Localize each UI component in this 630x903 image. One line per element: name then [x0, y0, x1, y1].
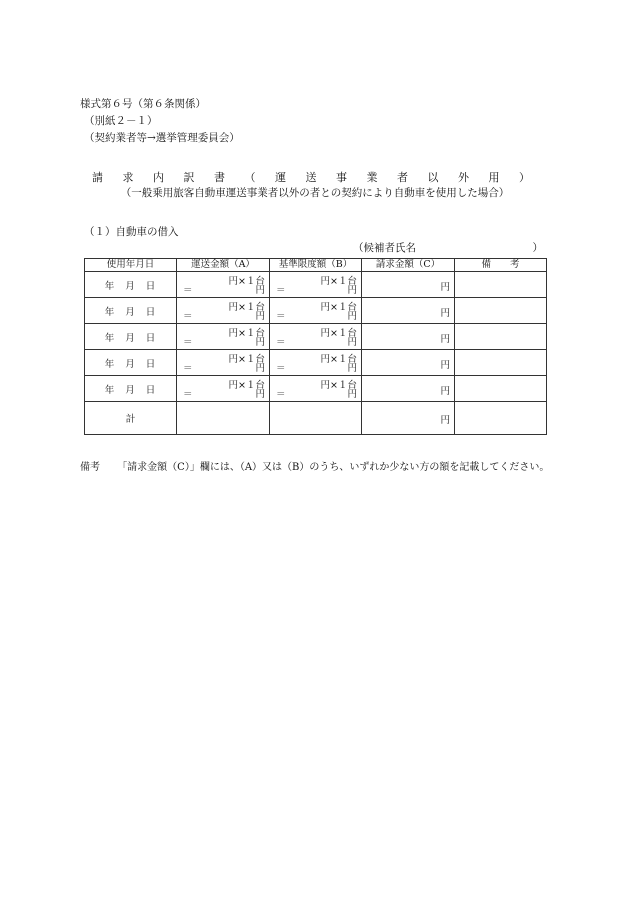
equals-sign: ＝	[276, 285, 286, 296]
transport-amount-cell[interactable]	[177, 350, 270, 376]
rate-text: 円×１台	[228, 328, 265, 339]
limit-amount-cell[interactable]	[270, 376, 362, 402]
remarks-cell[interactable]	[455, 272, 547, 298]
equals-sign: ＝	[183, 389, 193, 400]
limit-amount-cell[interactable]	[270, 324, 362, 350]
total-transport-cell	[177, 402, 270, 435]
year-label: 年	[104, 358, 116, 370]
equals-sign: ＝	[183, 363, 193, 374]
yen-unit: 円	[255, 285, 265, 296]
rate-text: 円×１台	[320, 354, 357, 365]
route-label: （契約業者等→選挙管理委員会）	[84, 132, 240, 144]
remarks-cell[interactable]	[455, 298, 547, 324]
usage-date-cell[interactable]	[85, 298, 177, 324]
rate-text: 円×１台	[228, 276, 265, 287]
year-label: 年	[104, 384, 116, 396]
claim-amount-cell[interactable]	[362, 272, 455, 298]
table-row	[85, 376, 547, 402]
table-header-row	[85, 259, 547, 272]
candidate-name-field[interactable]	[353, 241, 545, 255]
form-number: 様式第６号（第６条関係）	[80, 98, 206, 110]
rate-text: 円×１台	[228, 380, 265, 391]
total-remarks-cell[interactable]	[455, 402, 547, 435]
yen-unit: 円	[347, 389, 357, 400]
yen-unit: 円	[440, 308, 450, 319]
usage-date-cell[interactable]	[85, 324, 177, 350]
limit-amount-cell[interactable]	[270, 272, 362, 298]
rate-text: 円×１台	[228, 302, 265, 313]
yen-unit: 円	[255, 311, 265, 322]
yen-unit: 円	[440, 415, 450, 426]
transport-amount-cell[interactable]	[177, 376, 270, 402]
footnote-label: 備考	[80, 462, 100, 473]
day-label: 日	[145, 384, 157, 396]
month-label: 月	[125, 280, 136, 292]
table-row	[85, 298, 547, 324]
month-label: 月	[125, 332, 136, 344]
yen-unit: 円	[440, 282, 450, 293]
table-row	[85, 350, 547, 376]
rate-text: 円×１台	[320, 302, 357, 313]
breakdown-table	[84, 258, 547, 435]
remarks-cell[interactable]	[455, 324, 547, 350]
header-transport-amount: 運送金額（A）	[177, 259, 270, 272]
month-label: 月	[125, 384, 136, 396]
footnote	[80, 461, 549, 475]
transport-amount-cell[interactable]	[177, 298, 270, 324]
day-label: 日	[145, 332, 157, 344]
day-label: 日	[145, 280, 157, 292]
remarks-cell[interactable]	[455, 376, 547, 402]
year-label: 年	[104, 306, 116, 318]
footnote-text: 「請求金額（C）」欄には、（A）又は（B）のうち、いずれか少ない方の額を記載してください。	[117, 462, 550, 473]
total-limit-cell	[270, 402, 362, 435]
limit-amount-cell[interactable]	[270, 350, 362, 376]
day-label: 日	[145, 358, 157, 370]
table-row	[85, 324, 547, 350]
total-row	[85, 402, 547, 435]
rate-text: 円×１台	[320, 380, 357, 391]
claim-amount-cell[interactable]	[362, 376, 455, 402]
yen-unit: 円	[347, 363, 357, 374]
month-label: 月	[125, 358, 136, 370]
header-limit-amount: 基準限度額（B）	[270, 259, 362, 272]
equals-sign: ＝	[183, 285, 193, 296]
yen-unit: 円	[440, 360, 450, 371]
equals-sign: ＝	[276, 363, 286, 374]
equals-sign: ＝	[183, 311, 193, 322]
equals-sign: ＝	[276, 311, 286, 322]
yen-unit: 円	[255, 337, 265, 348]
claim-amount-cell[interactable]	[362, 298, 455, 324]
yen-unit: 円	[255, 389, 265, 400]
claim-amount-cell[interactable]	[362, 350, 455, 376]
header-remarks: 備 考	[455, 259, 547, 272]
equals-sign: ＝	[276, 389, 286, 400]
section-heading: （１）自動車の借入	[84, 226, 179, 238]
transport-amount-cell[interactable]	[177, 272, 270, 298]
attachment-label: （別紙２－１）	[84, 115, 158, 127]
yen-unit: 円	[347, 337, 357, 348]
document-title: 請 求 内 訳 書 （ 運 送 事 業 者 以 外 用 ）	[92, 171, 538, 184]
table-row	[85, 272, 547, 298]
header-usage-date: 使用年月日	[85, 259, 177, 272]
year-label: 年	[104, 332, 116, 344]
total-label: 計	[85, 402, 177, 435]
rate-text: 円×１台	[228, 354, 265, 365]
yen-unit: 円	[347, 311, 357, 322]
header-claim-amount: 請求金額（C）	[362, 259, 455, 272]
transport-amount-cell[interactable]	[177, 324, 270, 350]
month-label: 月	[125, 306, 136, 318]
equals-sign: ＝	[183, 337, 193, 348]
document-subtitle: （一般乗用旅客自動車運送事業者以外の者との契約により自動車を使用した場合）	[120, 187, 510, 199]
yen-unit: 円	[440, 334, 450, 345]
candidate-name-close: ）	[532, 242, 543, 254]
limit-amount-cell[interactable]	[270, 298, 362, 324]
yen-unit: 円	[347, 285, 357, 296]
usage-date-cell[interactable]	[85, 350, 177, 376]
remarks-cell[interactable]	[455, 350, 547, 376]
yen-unit: 円	[255, 363, 265, 374]
usage-date-cell[interactable]	[85, 376, 177, 402]
yen-unit: 円	[440, 386, 450, 397]
day-label: 日	[145, 306, 157, 318]
usage-date-cell[interactable]	[85, 272, 177, 298]
rate-text: 円×１台	[320, 276, 357, 287]
equals-sign: ＝	[276, 337, 286, 348]
claim-amount-cell[interactable]	[362, 324, 455, 350]
rate-text: 円×１台	[320, 328, 357, 339]
year-label: 年	[104, 280, 116, 292]
total-claim-cell[interactable]	[362, 402, 455, 435]
candidate-name-label: （候補者氏名	[353, 242, 416, 254]
